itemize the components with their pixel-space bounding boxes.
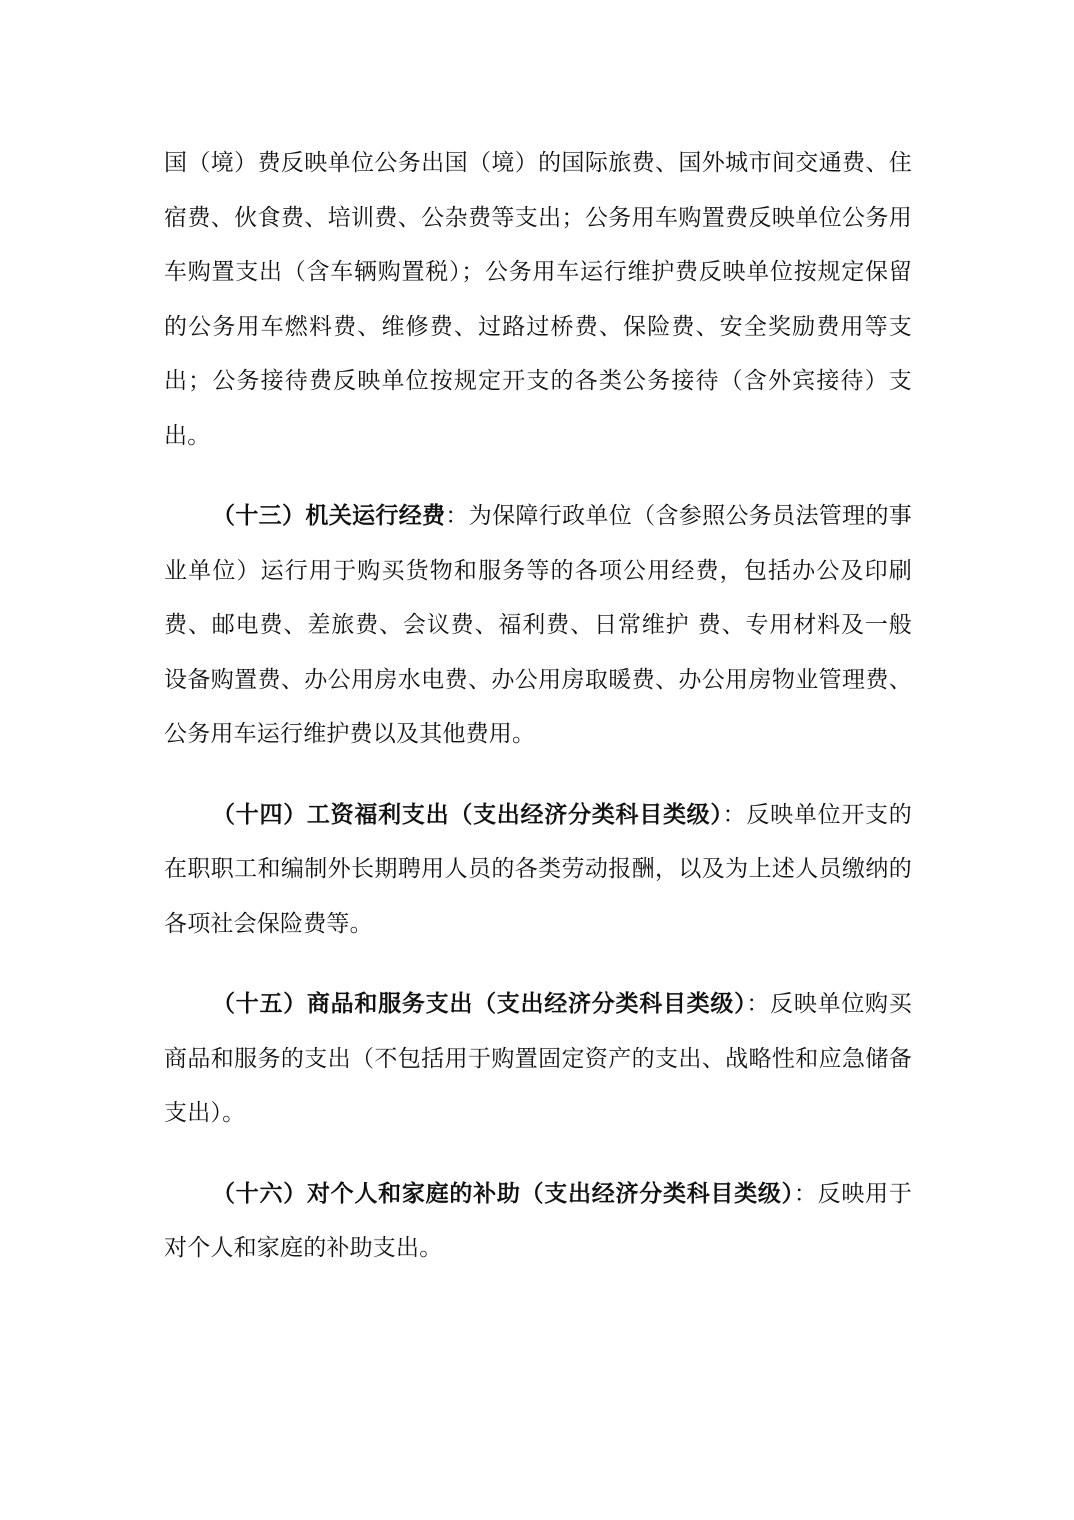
item-16-heading: （十六）对个人和家庭的补助（支出经济分类科目类级） [212,1179,794,1207]
item-14-text: ：反映单位开支的在职职工和编制外长期聘用人员的各类劳动报酬，以及为上述人员缴纳的各项社会保险费等。 [164,801,912,937]
document-body [164,136,912,1276]
paragraph-expense-definitions [164,136,912,463]
item-15-heading: （十五）商品和服务支出（支出经济分类科目类级） [212,990,747,1017]
paragraph-item-16 [164,1167,912,1276]
item-16-text: ：反映用于对个人和家庭的补助支出。 [164,1180,913,1261]
item-15-text: ：反映单位购买商品和服务的支出（不包括用于购置固定资产的支出、战略性和应急储备支出）。 [164,991,912,1126]
paragraph-text: 国（境）费反映单位公务出国（境）的国际旅费、国外城市间交通费、住宿费、伙食费、培训费、公杂费等支出；公务用车购置费反映单位公务用车购置支出（含车辆购置税）；公务用车运行维护费反映单位按规定保留的公务用车燃料费、维修费、过路过桥费、保险费、安全奖励费用等支出；公务接待费反映单位按规定开支的各类公务接待（含外宾接待）支出。 [164,150,912,449]
item-13-text: ：为保障行政单位（含参照公务员法管理的事业单位）运行用于购买货物和服务等的各项公用经费，包括办公及印刷费、邮电费、差旅费、会议费、福利费、日常维护 费、专用材料及一般设备购置费、办公用房水电费、办公用房取暖费、办公用房物业管理费、公务用车运行维护费以及其他费用。 [164,503,913,747]
paragraph-item-14 [164,788,912,952]
paragraph-item-15 [164,977,912,1141]
item-13-heading: （十三）机关运行经费 [212,502,446,529]
paragraph-item-13 [164,489,912,762]
item-14-heading: （十四）工资福利支出（支出经济分类科目类级） [212,800,723,828]
